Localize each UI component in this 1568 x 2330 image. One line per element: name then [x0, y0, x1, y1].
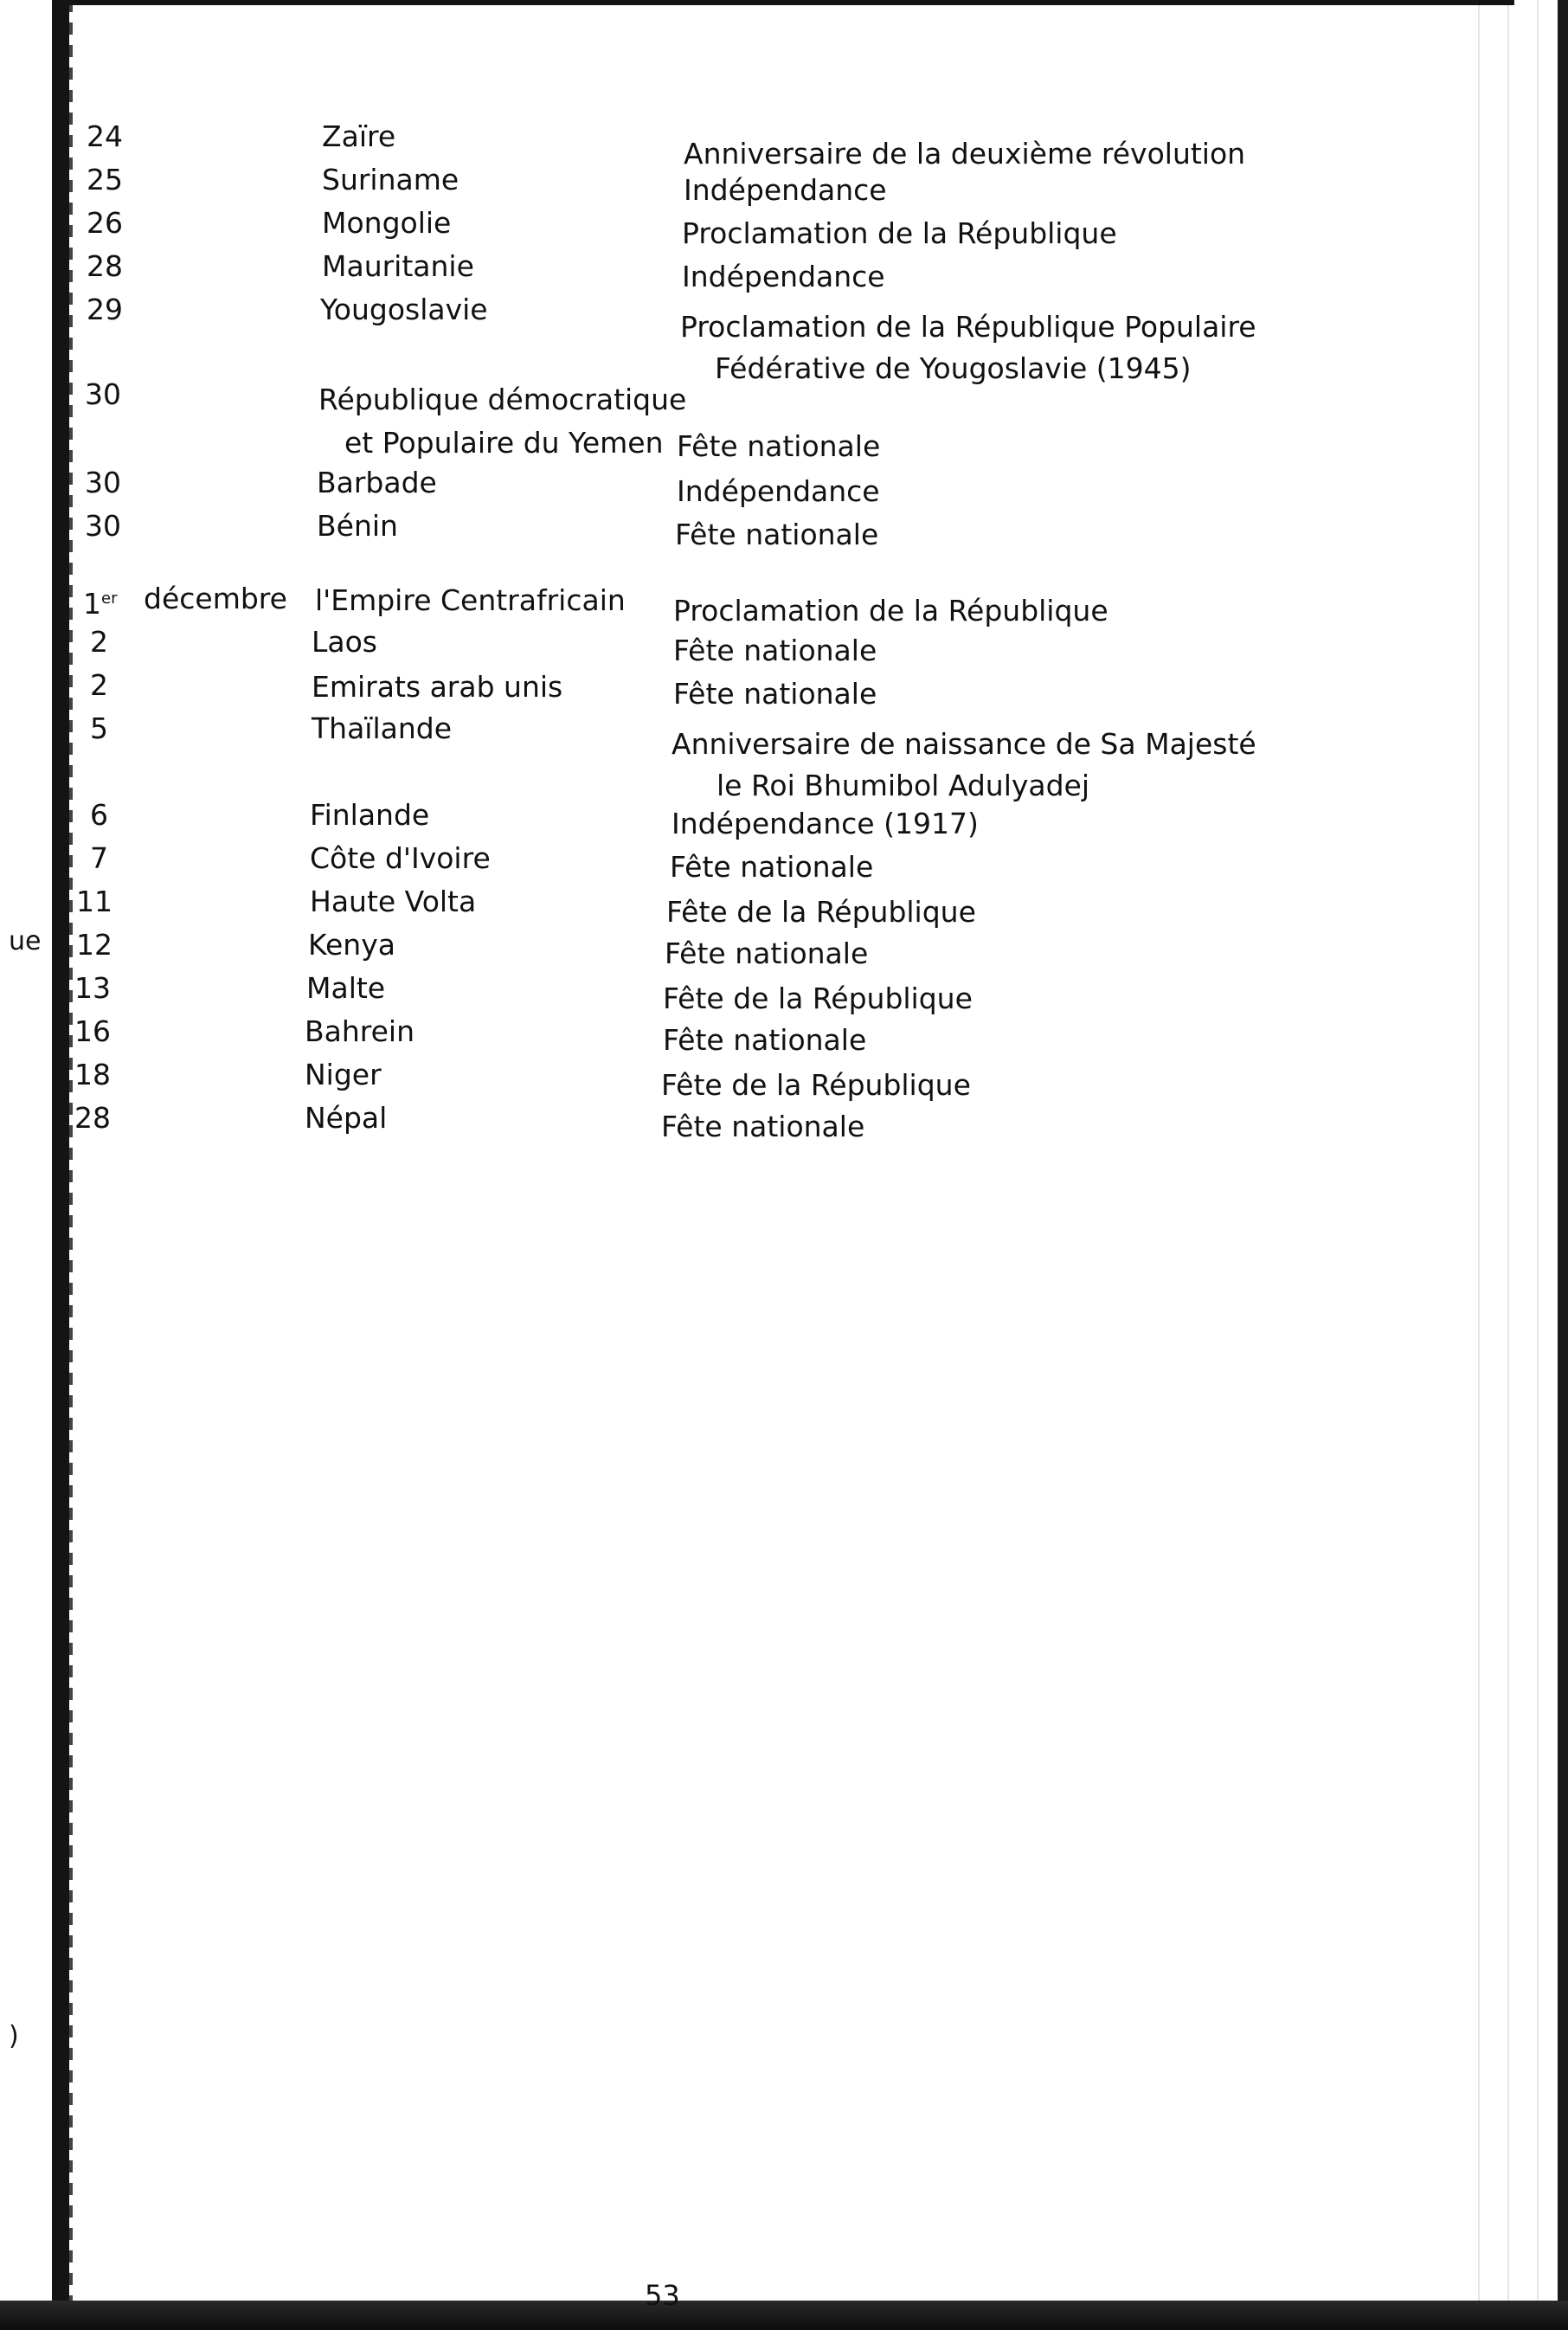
country-cell: Laos [312, 625, 377, 659]
day-cell: 13 [74, 971, 111, 1005]
country-cell: Suriname [322, 163, 459, 196]
day-cell: 29 [87, 293, 123, 326]
event-cell: Anniversaire de naissance de Sa Majesté [672, 727, 1256, 761]
country-cell: République démocratique [318, 383, 687, 416]
day-cell [83, 582, 117, 621]
right-page-edge [1558, 0, 1568, 2330]
day-cell: 30 [85, 466, 121, 499]
top-page-edge [52, 0, 1514, 5]
country-cell: Emirats arab unis [312, 670, 563, 704]
event-cell: Fête de la République [666, 895, 976, 929]
day-cell: 2 [90, 668, 108, 702]
day-cell: 16 [74, 1014, 111, 1048]
event-cell: Anniversaire de la deuxième révolution [684, 137, 1246, 171]
country-cell: Népal [305, 1101, 388, 1135]
event-cell: Indépendance [684, 173, 887, 207]
country-cell: Barbade [317, 466, 437, 499]
day-suffix: er [101, 589, 118, 608]
event-cell: Indépendance [677, 474, 880, 508]
country-cell: Bénin [317, 509, 398, 543]
country-cell: Malte [306, 971, 386, 1005]
event-cell: Indépendance (1917) [672, 807, 979, 840]
country-cell: Finlande [310, 798, 430, 832]
event-cell: Proclamation de la République [673, 594, 1109, 628]
event-cell: Proclamation de la République [682, 216, 1117, 250]
day-cell: 6 [90, 798, 108, 832]
country-cell: Mauritanie [322, 249, 474, 283]
event-cell-continued: Fédérative de Yougoslavie (1945) [715, 351, 1192, 385]
event-cell: Fête nationale [673, 634, 877, 667]
right-gutter-shadow [1462, 0, 1568, 2301]
binding-dashes [69, 0, 73, 2330]
event-cell: Fête nationale [673, 677, 877, 711]
left-page-fragment-lower: ) [9, 2021, 19, 2051]
day-cell: 28 [87, 249, 123, 283]
day-cell: 12 [76, 928, 112, 962]
event-cell: Fête nationale [663, 1023, 867, 1057]
country-cell: Yougoslavie [320, 293, 488, 326]
day-number: 1 [83, 587, 101, 621]
day-cell: 2 [90, 625, 108, 659]
page-number: 53 [645, 2279, 680, 2312]
country-cell: Bahrein [305, 1014, 415, 1048]
left-page-fragment: ue [9, 926, 42, 956]
day-cell: 11 [76, 885, 112, 918]
month-cell: décembre [144, 582, 287, 615]
event-cell-continued: le Roi Bhumibol Adulyadej [717, 769, 1090, 802]
country-cell: Kenya [308, 928, 395, 962]
event-cell: Fête nationale [670, 850, 874, 884]
country-cell: Niger [305, 1058, 382, 1091]
day-cell: 28 [74, 1101, 111, 1135]
event-cell: Fête de la République [663, 982, 973, 1015]
day-cell: 5 [90, 711, 108, 745]
day-cell: 25 [87, 163, 123, 196]
bottom-page-edge [0, 2301, 1568, 2330]
event-cell: Proclamation de la République Populaire [680, 310, 1256, 344]
day-cell: 30 [85, 377, 121, 411]
day-cell: 26 [87, 206, 123, 240]
event-cell: Fête de la République [661, 1068, 971, 1102]
country-cell: l'Empire Centrafricain [315, 583, 626, 617]
day-cell: 18 [74, 1058, 111, 1091]
country-cell: Haute Volta [310, 885, 477, 918]
country-cell: Mongolie [322, 206, 452, 240]
day-cell: 30 [85, 509, 121, 543]
day-cell: 7 [90, 841, 108, 875]
country-cell: Thaïlande [312, 711, 453, 745]
event-cell: Indépendance [682, 260, 885, 293]
day-cell: 24 [87, 119, 123, 153]
event-cell: Fête nationale [665, 937, 869, 970]
event-cell: Fête nationale [675, 518, 879, 551]
binding-shadow-left [52, 0, 69, 2330]
event-cell: Fête nationale [677, 429, 881, 463]
event-cell: Fête nationale [661, 1110, 865, 1143]
country-cell: Zaïre [322, 119, 396, 153]
country-cell: Côte d'Ivoire [310, 841, 491, 875]
country-cell-continued: et Populaire du Yemen [344, 426, 664, 460]
